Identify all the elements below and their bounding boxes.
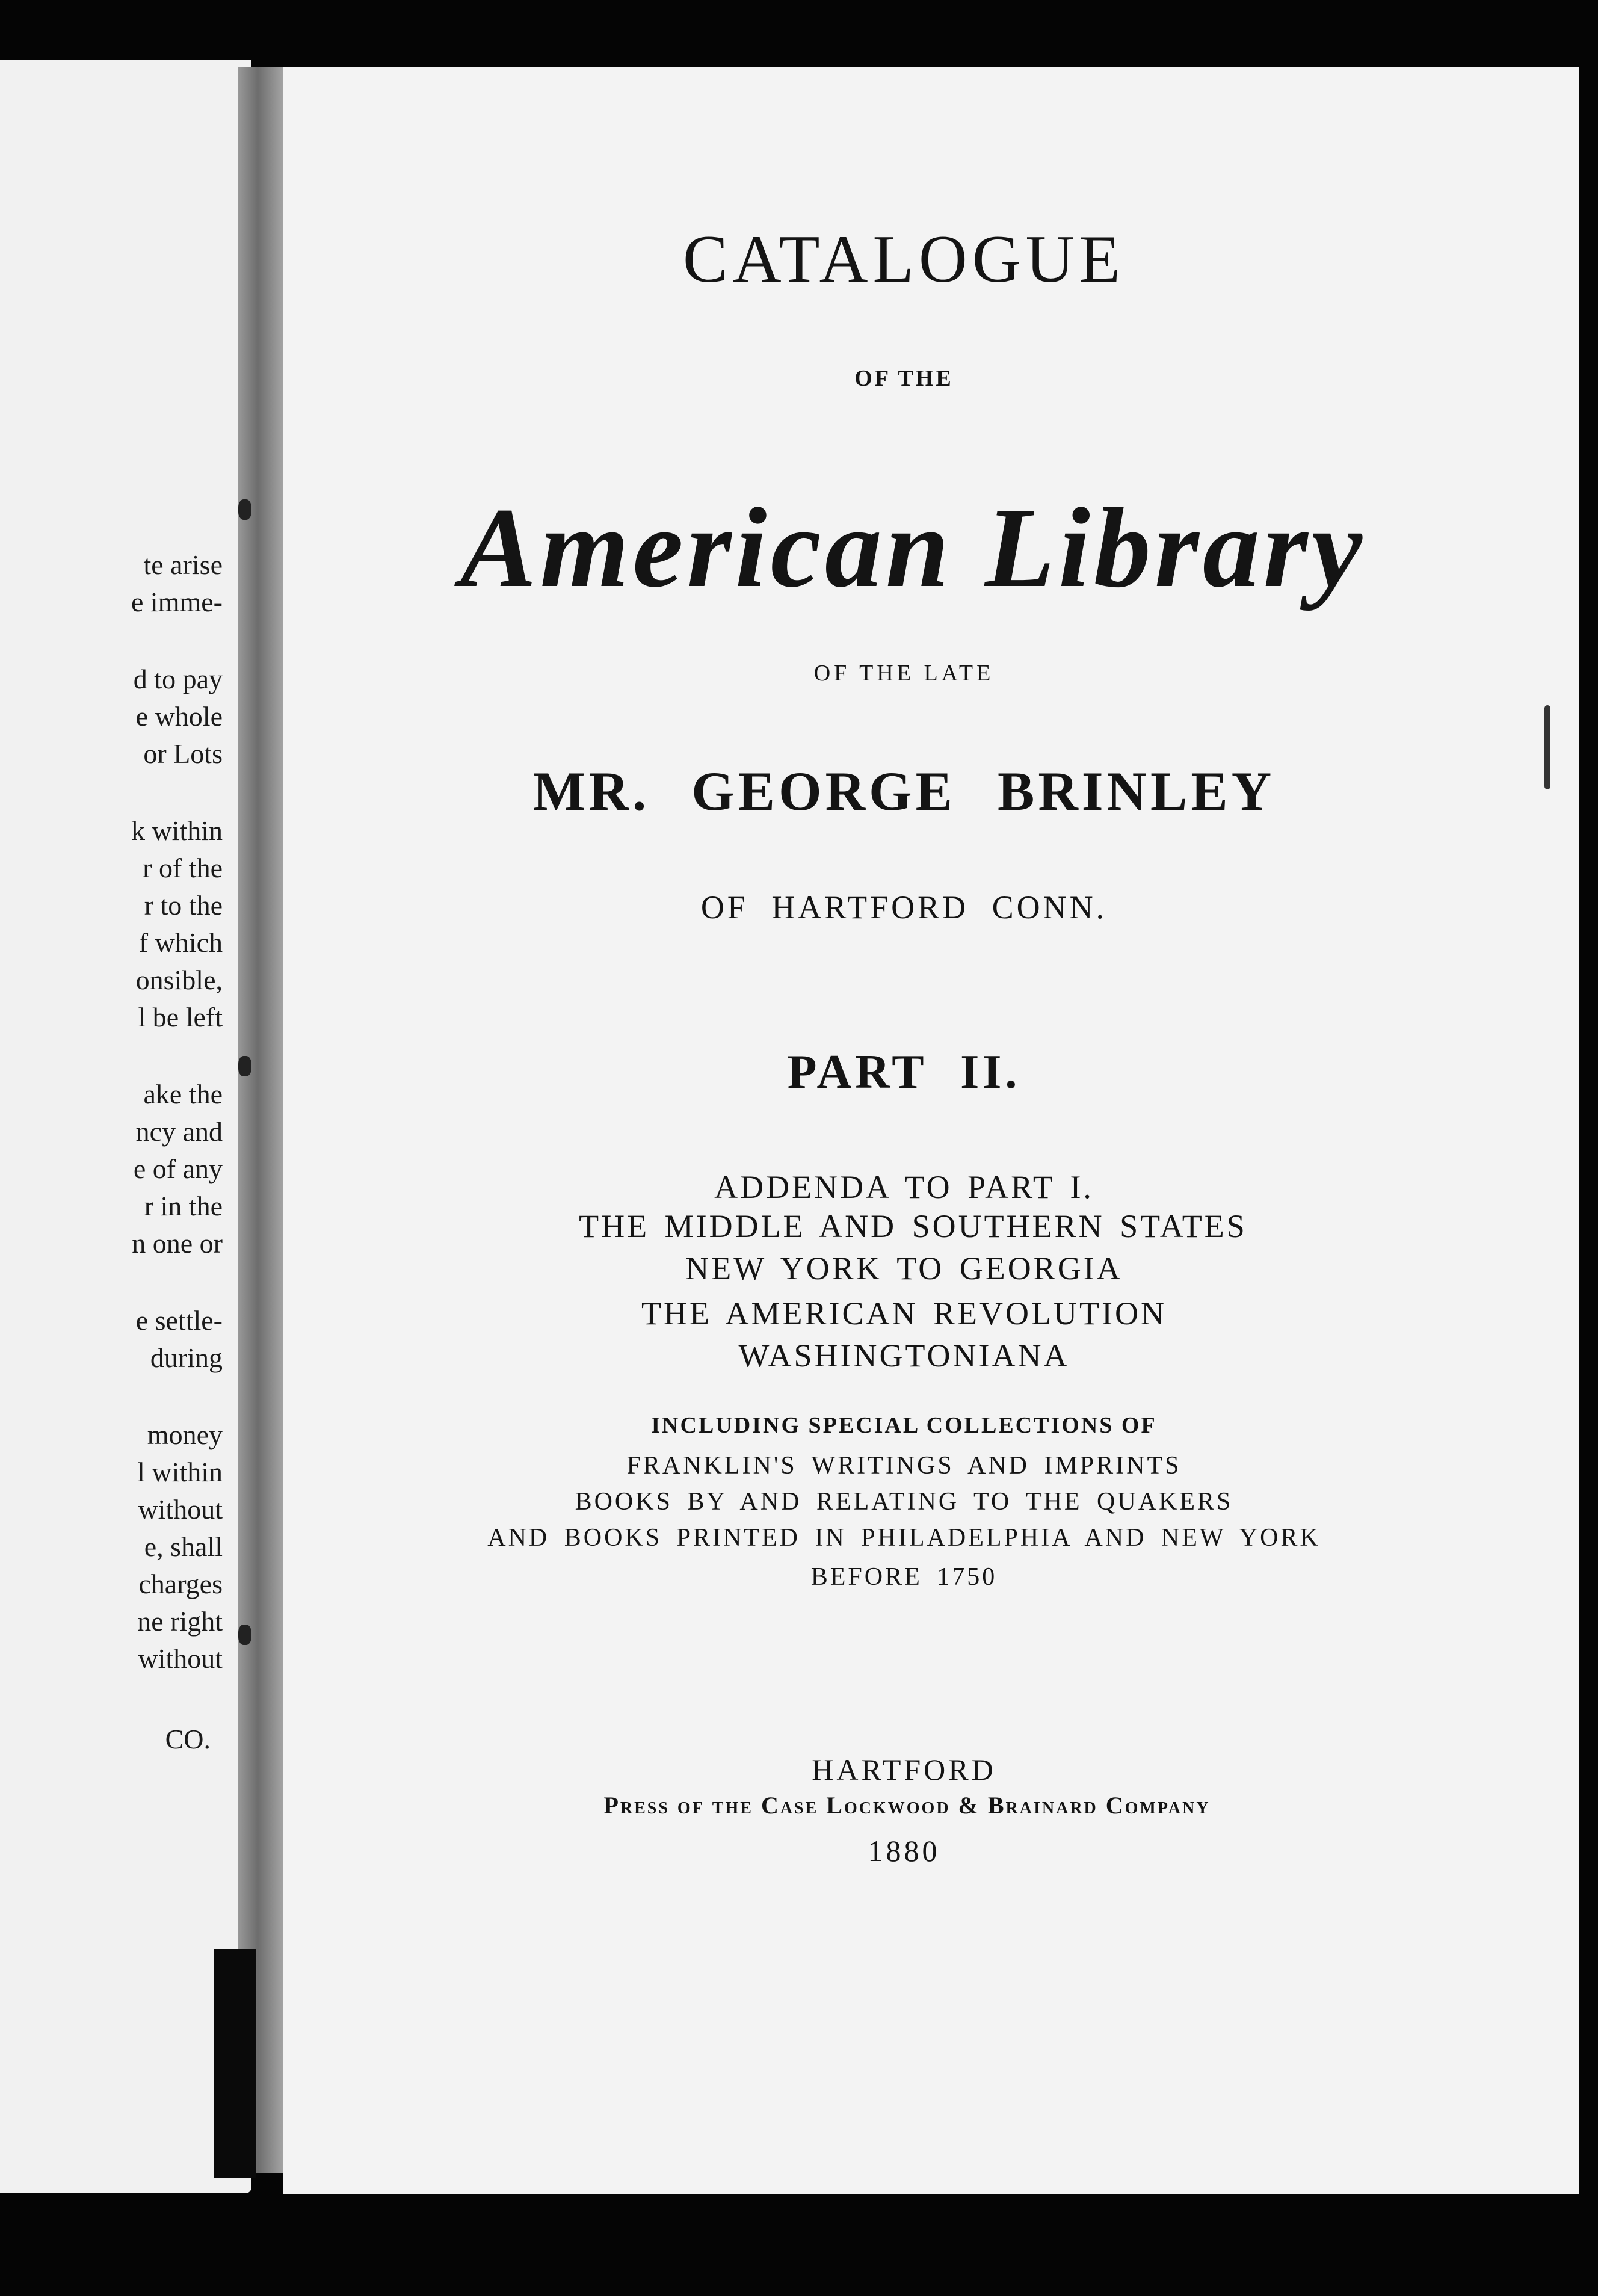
left-page-text-fragment: l within (137, 1457, 223, 1487)
printer-line: Press of the Case Lockwood & Brainard Company (603, 1792, 1211, 1819)
left-page-text-fragment: money (147, 1419, 223, 1450)
subject-line: NEW YORK TO GEORGIA (685, 1250, 1123, 1286)
binding-mark (238, 499, 251, 520)
left-page-text-fragment: k within (131, 815, 223, 846)
title-page (283, 67, 1579, 2194)
left-page-text-fragment: CO. (165, 1724, 211, 1754)
left-page-text-fragment: e, shall (144, 1531, 223, 1562)
gutter-shadow (214, 1949, 256, 2178)
binding-mark (238, 1625, 251, 1645)
left-page-text-fragment: e of any (133, 1153, 223, 1184)
of-the-line: OF THE (854, 366, 954, 391)
imprint-year: 1880 (868, 1834, 940, 1868)
collection-line: BEFORE 1750 (810, 1563, 998, 1591)
collector-name: MR. GEORGE BRINLEY (532, 761, 1276, 822)
left-facing-page (0, 60, 251, 2193)
left-page-text-fragment: during (150, 1342, 223, 1373)
left-page-text-fragment: e whole (135, 701, 223, 732)
left-page-text-fragment: r in the (144, 1191, 223, 1221)
left-page-text-fragment: without (138, 1643, 223, 1674)
subject-line: THE MIDDLE AND SOUTHERN STATES (579, 1208, 1247, 1244)
left-page-text-fragment: onsible, (135, 964, 223, 995)
imprint-city: HARTFORD (812, 1753, 996, 1786)
collection-line: BOOKS BY AND RELATING TO THE QUAKERS (575, 1488, 1233, 1516)
left-page-text-fragment: ne right (137, 1606, 223, 1637)
binding-mark (238, 1056, 251, 1076)
left-page-text-fragment: l be left (138, 1002, 223, 1032)
part-number: PART II. (787, 1046, 1021, 1099)
left-page-text-fragment: or Lots (143, 738, 223, 769)
catalogue-heading: CATALOGUE (683, 222, 1125, 297)
collection-line: AND BOOKS PRINTED IN PHILADELPHIA AND NEW YORK (487, 1524, 1321, 1552)
including-line: INCLUDING SPECIAL COLLECTIONS OF (651, 1413, 1157, 1438)
left-page-text-fragment: charges (138, 1569, 223, 1599)
collector-place: OF HARTFORD CONN. (700, 889, 1108, 925)
of-the-late-line: OF THE LATE (813, 661, 995, 686)
subject-line: ADDENDA TO PART I. (714, 1169, 1094, 1205)
left-page-text-fragment: e imme- (131, 587, 223, 617)
left-page-text-fragment: e settle- (135, 1305, 223, 1336)
subject-line: THE AMERICAN REVOLUTION (641, 1295, 1167, 1332)
subject-line: WASHINGTONIANA (738, 1338, 1070, 1374)
collection-line: FRANKLIN'S WRITINGS AND IMPRINTS (626, 1452, 1182, 1480)
left-page-text-fragment: r to the (144, 890, 223, 921)
left-page-text-fragment: r of the (143, 853, 223, 883)
left-page-text-fragment: ake the (143, 1079, 223, 1109)
library-title: American Library (460, 485, 1366, 611)
left-page-text-fragment: without (138, 1494, 223, 1525)
left-page-text-fragment: f which (138, 927, 223, 958)
left-page-text-fragment: ncy and (135, 1116, 223, 1147)
page-edge-mark (1544, 705, 1550, 789)
left-page-text-fragment: d to pay (133, 664, 223, 694)
left-page-text-fragment: te arise (143, 549, 223, 580)
left-page-text-fragment: n one or (132, 1228, 223, 1259)
